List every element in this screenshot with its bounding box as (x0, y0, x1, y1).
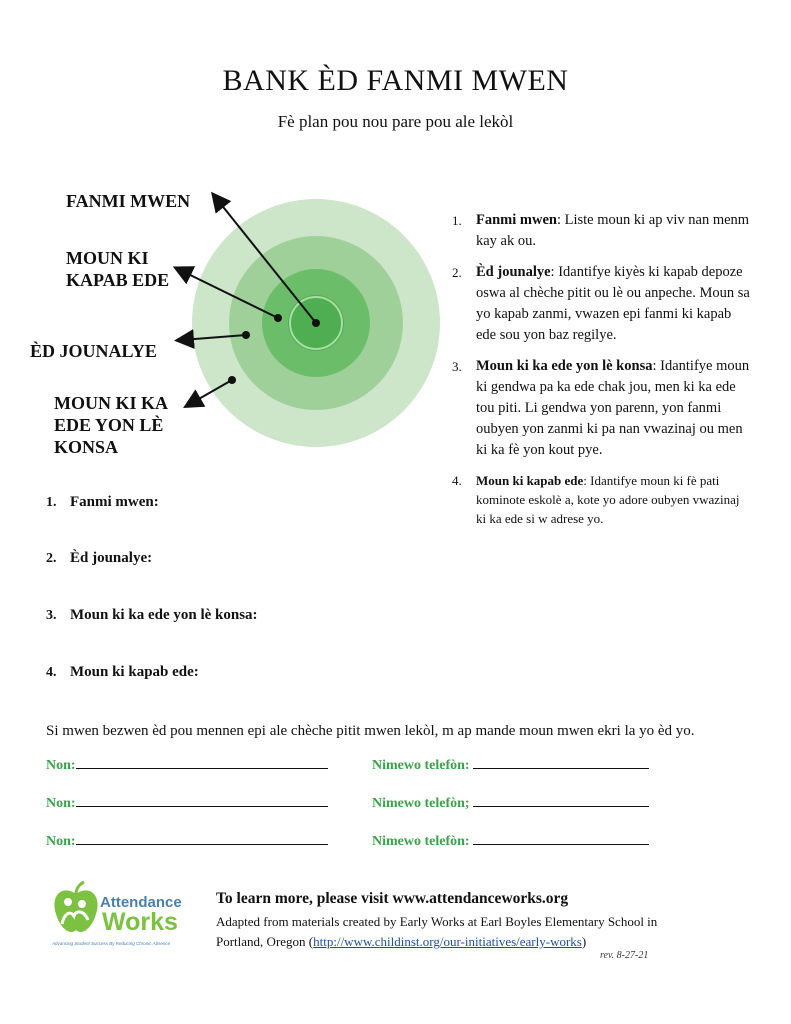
instruction-text: : Idantifye kiyès ki kapab depoze oswa al chèche pitit ou lè ou anpeche. Moun sa yo kapab zanmi, vwazen epi fanmi ki kapab ede sou yon baz regilye. (476, 264, 750, 343)
phone-field-row (372, 754, 649, 774)
logo-word-works: Works (102, 908, 178, 936)
phone-input-line[interactable] (473, 754, 649, 769)
footer-line2 (216, 932, 686, 952)
label-moun-ki-ka-ede-line1: MOUN KI KA (54, 393, 168, 413)
phone-label: Nimewo telefòn; (372, 796, 474, 811)
phone-label: Nimewo telefòn: (372, 758, 474, 773)
name-input-line[interactable] (76, 754, 328, 769)
name-label: Non: (46, 758, 76, 773)
instructions-list (452, 210, 752, 538)
label-moun-ki-kapab-ede-line2: KAPAB EDE (66, 270, 170, 290)
instruction-term: Fanmi mwen (476, 212, 557, 228)
list-item-ed-jounalye (46, 550, 346, 567)
footer-text (216, 912, 686, 952)
request-statement: Si mwen bezwen èd pou mennen epi ale chèche pitit mwen lekòl, m ap mande moun mwen ekri la yo èd yo. (46, 723, 695, 739)
instruction-item (452, 471, 752, 528)
apple-people-icon (52, 880, 100, 938)
footer-heading: To learn more, please visit www.attendanceworks.org (216, 890, 569, 907)
name-input-line[interactable] (76, 792, 328, 807)
phone-field-row (372, 792, 649, 812)
instruction-text: : Liste moun ki ap viv nan menm kay ak ou. (476, 212, 750, 249)
name-input-line[interactable] (76, 830, 328, 845)
phone-input-line[interactable] (473, 792, 649, 807)
name-field-row (46, 792, 328, 812)
logo-tagline: Advancing Student Success By Reducing Chronic Absence (52, 941, 171, 946)
list-number: 2. (46, 551, 57, 566)
list-number: 3. (46, 608, 57, 623)
instruction-term: Moun ki kapab ede (476, 473, 584, 488)
footer-line2-suffix: ) (581, 934, 587, 949)
list-label: Èd jounalye: (70, 550, 153, 566)
label-moun-ki-ka-ede-line3: KONSA (54, 437, 119, 457)
list-label: Moun ki ka ede yon lè konsa: (70, 607, 258, 623)
footer-line2-prefix: Portland, Oregon ( (216, 934, 314, 949)
list-item-moun-ki-kapab-ede (46, 664, 346, 681)
list-label: Moun ki kapab ede: (70, 664, 199, 680)
instruction-item (452, 210, 752, 252)
list-number: 1. (46, 495, 57, 510)
page-subtitle: Fè plan pou nou pare pou ale lekòl (277, 112, 514, 131)
instruction-number: 3. (452, 359, 462, 374)
instruction-item (452, 262, 752, 346)
instruction-term: Moun ki ka ede yon lè konsa (476, 358, 653, 374)
instruction-term: Èd jounalye (476, 264, 551, 280)
instruction-item (452, 356, 752, 461)
label-moun-ki-kapab-ede-line1: MOUN KI (66, 248, 149, 268)
attendance-works-logo (52, 880, 192, 952)
instruction-number: 1. (452, 213, 462, 228)
phone-input-line[interactable] (473, 830, 649, 845)
list-item-moun-ki-ka-ede (46, 607, 346, 624)
name-label: Non: (46, 796, 76, 811)
revision-date: rev. 8-27-21 (600, 950, 649, 961)
footer-link[interactable]: http://www.childinst.org/our-initiatives/early-works (313, 934, 582, 949)
list-label: Fanmi mwen: (70, 494, 159, 510)
instruction-text: : Idantifye moun ki fè pati kominote eskolè a, kote yo adore oubyen vwazinaj ki ka ede si w adrese yo. (476, 473, 740, 526)
instruction-number: 2. (452, 265, 462, 280)
list-item-fanmi (46, 494, 346, 511)
phone-field-row (372, 830, 649, 850)
name-field-row (46, 830, 328, 850)
page-title: BANK ÈD FANMI MWEN (222, 64, 569, 97)
label-moun-ki-ka-ede-line2: EDE YON LÈ (54, 415, 164, 435)
logo-word-attendance: Attendance (100, 894, 182, 911)
label-ed-jounalye: ÈD JOUNALYE (30, 341, 157, 361)
instruction-text: : Idantifye moun ki gendwa pa ka ede chak jou, men ki ka ede tou piti. Li gendwa yon parenn, yon fanmi oubyen yon zanmi ki pa nan vwazinaj ou men ki ka fè yon kout pye. (476, 358, 750, 458)
footer-line1: Adapted from materials created by Early Works at Earl Boyles Elementary School in (216, 914, 658, 929)
label-fanmi-mwen: FANMI MWEN (66, 191, 191, 211)
phone-label: Nimewo telefòn: (372, 834, 474, 849)
instruction-number: 4. (452, 473, 462, 488)
name-field-row (46, 754, 328, 774)
name-label: Non: (46, 834, 76, 849)
list-number: 4. (46, 665, 57, 680)
